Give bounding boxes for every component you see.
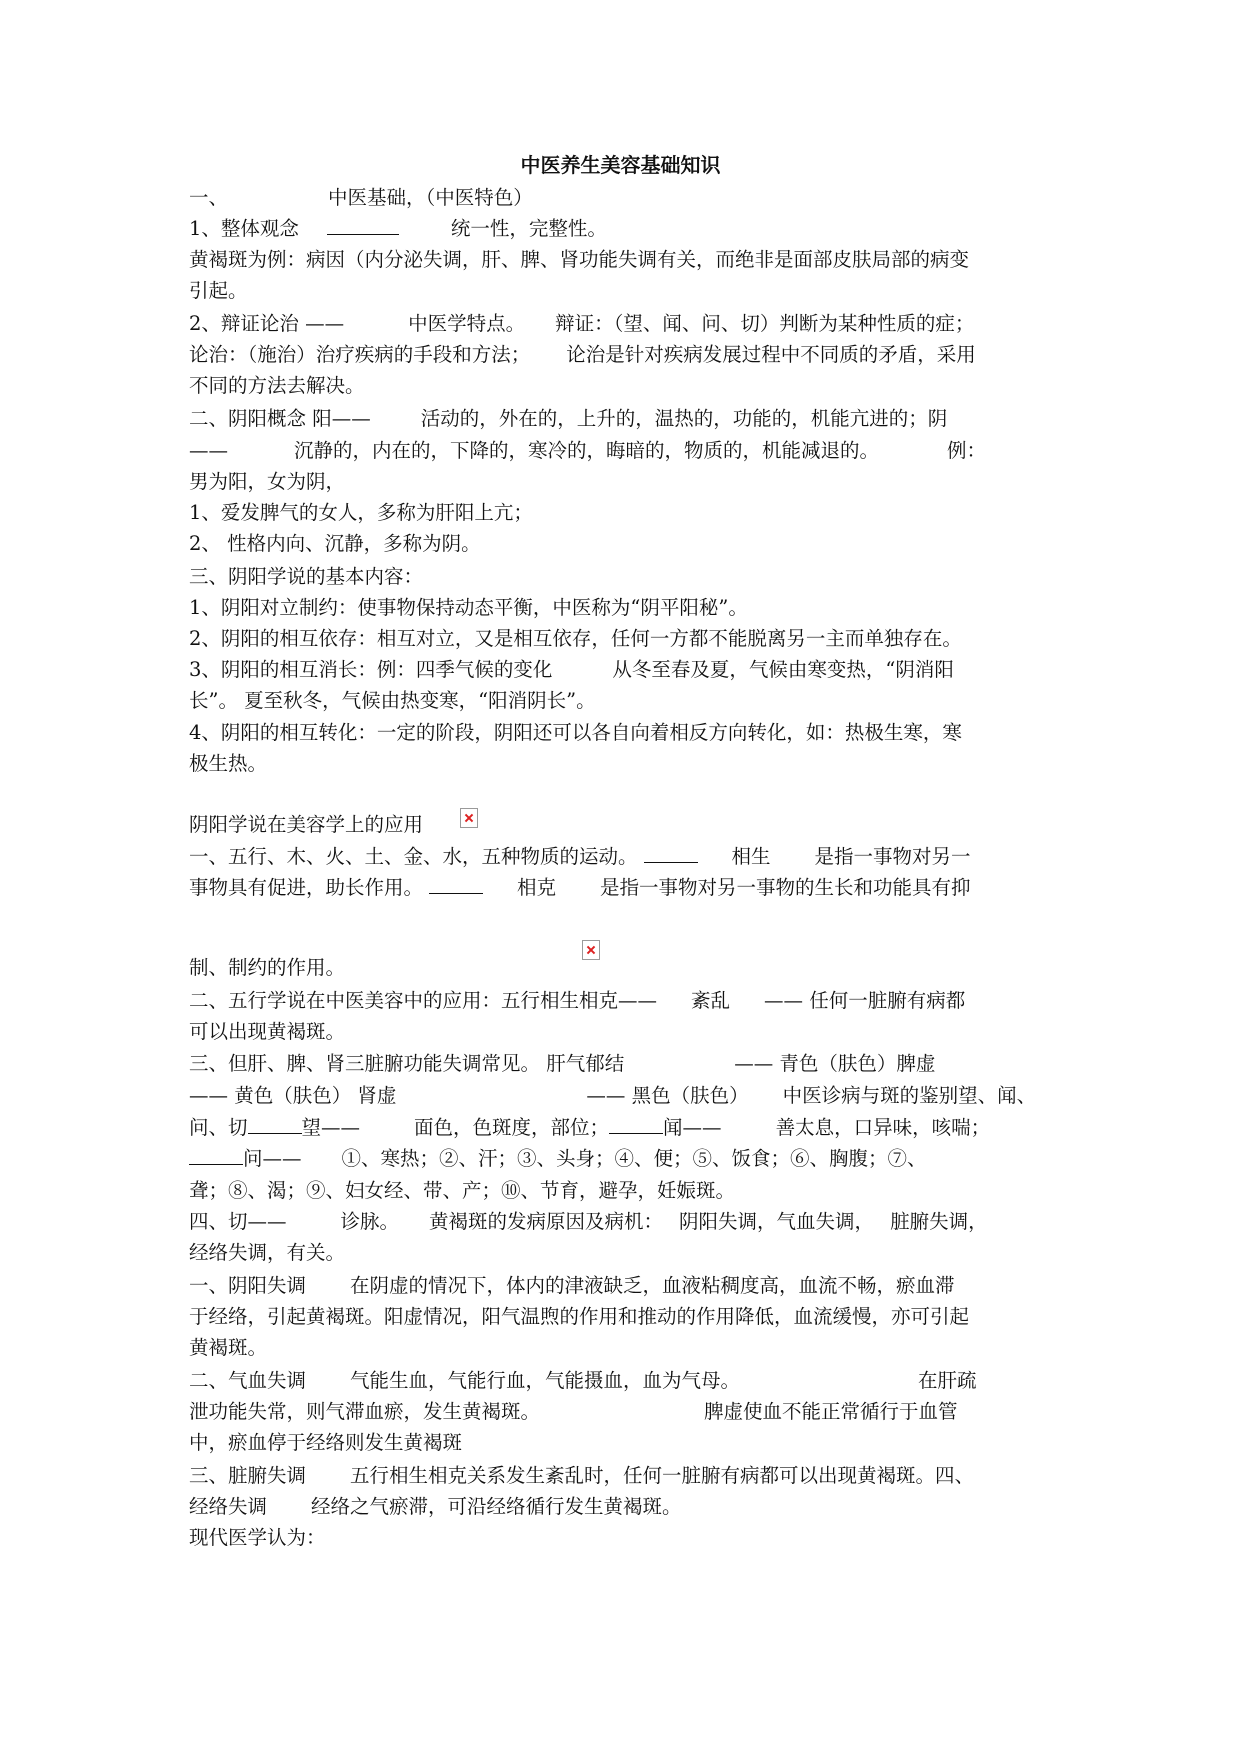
line-18: 4、阴阳的相互转化：一定的阶段，阴阳还可以各自向着相反方向转化，如：热极生寒，寒 <box>189 721 962 744</box>
line-20: 阴阳学说在美容学上的应用 <box>189 813 424 836</box>
line-3: 黄褐斑为例：病因（内分泌失调，肝、脾、肾功能失调有关，而绝非是面部皮肤局部的病变 <box>189 248 970 271</box>
blank-underline <box>327 216 399 235</box>
line-37: 泄功能失常，则气滞血瘀，发生黄褐斑。 脾虚使血不能正常循行于血管 <box>189 1400 958 1423</box>
line-35: 黄褐斑。 <box>189 1336 268 1359</box>
broken-image-icon <box>460 808 478 828</box>
line-33: 一、阴阳失调 在阴虚的情况下，体内的津液缺乏，血液粘稠度高，血流不畅，瘀血滞 <box>189 1274 955 1297</box>
line-23: 制、制约的作用。 <box>189 956 346 979</box>
line-30: 聋；⑧、渴；⑨、妇女经、带、产；⑩、节育，避孕，妊娠斑。 <box>189 1179 736 1202</box>
broken-image-icon <box>582 940 600 960</box>
line-41: 现代医学认为： <box>189 1526 326 1549</box>
line-11: 1、爱发脾气的女人，多称为肝阳上亢； <box>189 501 533 524</box>
blank-underline <box>248 1115 302 1134</box>
line-39: 三、脏腑失调 五行相生相克关系发生紊乱时，任何一脏腑有病都可以出现黄褐斑。四、 <box>189 1464 975 1487</box>
line-8: 二、阴阳概念 阳—— 活动的，外在的，上升的，温热的，功能的，机能亢进的；阴 <box>189 407 948 430</box>
line-40: 经络失调 经络之气瘀滞，可沿经络循行发生黄褐斑。 <box>189 1495 682 1518</box>
line-31: 四、切—— 诊脉。 黄褐斑的发病原因及病机： 阴阳失调，气血失调， 脏腑失调， <box>189 1210 988 1233</box>
line-6: 论治：（施治）治疗疾病的手段和方法； 论治是针对疾病发展过程中不同质的矛盾，采用 <box>189 343 976 366</box>
line-1: 一、 中医基础，（中医特色） <box>189 186 533 209</box>
line-9: —— 沉静的，内在的，下降的，寒冷的，晦暗的，物质的，机能减退的。 例： <box>189 439 987 462</box>
page-title: 中医养生美容基础知识 <box>520 153 721 177</box>
line-14: 1、阴阳对立制约：使事物保持动态平衡，中医称为“阴平阳秘”。 <box>189 596 748 619</box>
line-34: 于经络，引起黄褐斑。阳虚情况，阳气温煦的作用和推动的作用降低，血流缓慢，亦可引起 <box>189 1305 970 1328</box>
line-13: 三、阴阳学说的基本内容： <box>189 565 424 588</box>
line-2: 1、整体观念 统一性，完整性。 <box>189 217 607 240</box>
line-15: 2、阴阳的相互依存：相互对立，又是相互依存，任何一方都不能脱离另一主而单独存在。 <box>189 627 962 650</box>
line-26: 三、但肝、脾、肾三脏腑功能失调常见。 肝气郁结 —— 青色（肤色）脾虚 <box>189 1052 936 1075</box>
blank-underline <box>609 1115 663 1134</box>
blank-underline <box>429 875 483 894</box>
line-38: 中，瘀血停于经络则发生黄褐斑 <box>189 1431 463 1454</box>
line-10: 男为阳，女为阴， <box>189 470 346 493</box>
line-12: 2、 性格内向、沉静，多称为阴。 <box>189 532 481 555</box>
line-22: 事物具有促进，助长作用。 相克 是指一事物对另一事物的生长和功能具有抑 <box>189 876 971 899</box>
line-19: 极生热。 <box>189 752 268 775</box>
line-5: 2、辩证论治 —— 中医学特点。 辩证：（望、闻、问、切）判断为某种性质的症； <box>189 312 975 335</box>
line-21: 一、五行、木、火、土、金、水，五种物质的运动。 相生 是指一事物对另一 <box>189 845 971 868</box>
blank-underline <box>189 1146 243 1165</box>
blank-underline <box>644 844 698 863</box>
line-32: 经络失调，有关。 <box>189 1241 346 1264</box>
line-27: —— 黄色（肤色） 肾虚 —— 黑色（肤色） 中医诊病与斑的鉴别望、闻、 <box>189 1084 1037 1107</box>
line-24: 二、五行学说在中医美容中的应用：五行相生相克—— 紊乱 —— 任何一脏腑有病都 <box>189 989 966 1012</box>
line-17: 长”。 夏至秋冬，气候由热变寒，“阳消阴长”。 <box>189 689 596 712</box>
line-36: 二、气血失调 气能生血，气能行血，气能摄血，血为气母。 在肝疏 <box>189 1369 977 1392</box>
line-16: 3、阴阳的相互消长：例：四季气候的变化 从冬至春及夏，气候由寒变热，“阴消阳 <box>189 658 954 681</box>
line-4: 引起。 <box>189 279 248 302</box>
line-28: 问、切 望—— 面色，色斑度，部位； 闻—— 善太息，口异味，咳喘； <box>189 1116 991 1139</box>
line-25: 可以出现黄褐斑。 <box>189 1020 346 1043</box>
line-7: 不同的方法去解决。 <box>189 374 365 397</box>
line-29: 问—— ①、寒热；②、汗；③、头身；④、便；⑤、饭食；⑥、胸腹；⑦、 <box>189 1144 927 1174</box>
